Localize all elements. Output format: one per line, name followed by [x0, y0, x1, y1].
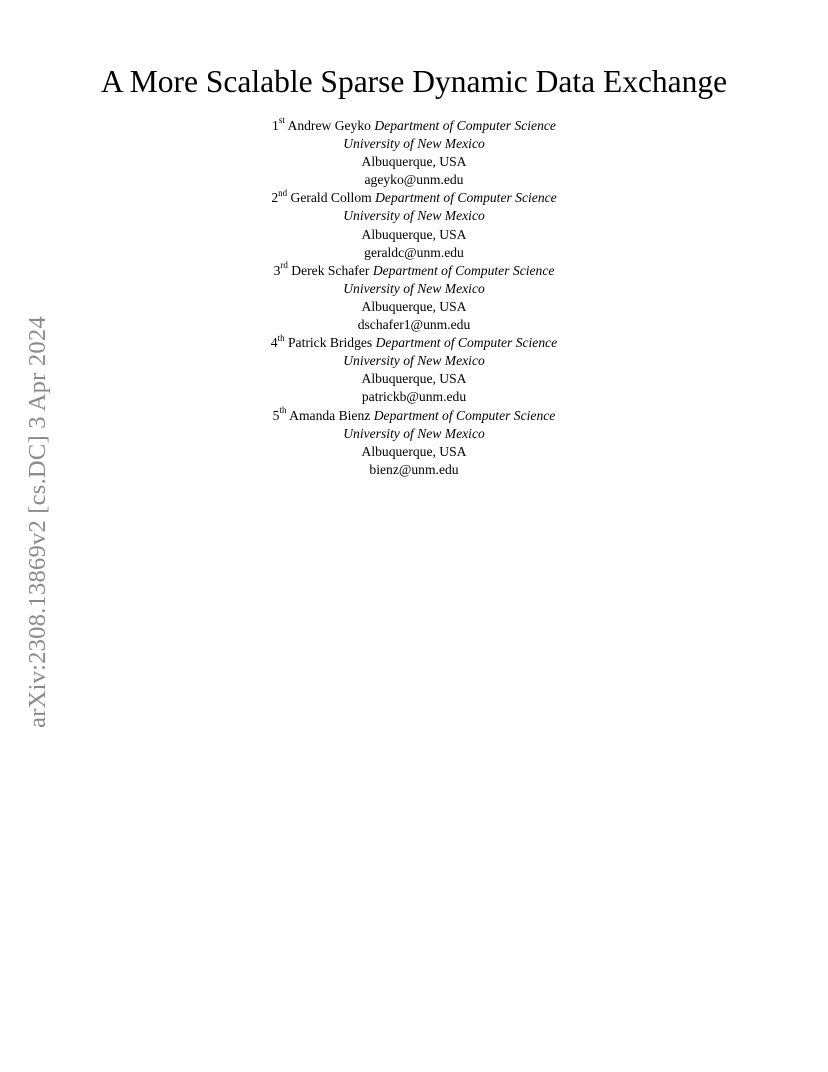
author-department: Department of Computer Science [375, 190, 557, 206]
author-ordinal [270, 332, 285, 351]
author-name-line [0, 404, 828, 425]
author-email: patrickb@unm.edu [361, 389, 467, 405]
author-email: bienz@unm.edu [369, 461, 459, 477]
author-university: University of New Mexico [343, 353, 485, 369]
author-name: Derek Schafer [291, 262, 370, 278]
author-ordinal [272, 115, 285, 133]
author-number: 2 [271, 190, 279, 206]
author-ordinal-suffix: rd [280, 260, 288, 271]
author-name: Amanda Bienz [289, 407, 371, 423]
author-location: Albuquerque, USA [361, 443, 467, 459]
author-name-line [0, 189, 828, 207]
author-ordinal-suffix: th [277, 332, 285, 343]
author-ordinal [273, 260, 288, 278]
author-number: 5 [272, 407, 280, 423]
author-ordinal-suffix: nd [278, 187, 288, 198]
author-number: 3 [273, 262, 281, 278]
author-entry [0, 404, 828, 479]
author-department: Department of Computer Science [375, 335, 558, 351]
author-university: University of New Mexico [343, 425, 485, 441]
author-department: Department of Computer Science [374, 118, 556, 133]
author-number: 4 [270, 335, 278, 351]
author-email: geraldc@unm.edu [364, 244, 464, 260]
author-email: dschafer1@unm.edu [357, 317, 471, 333]
author-name-line [0, 334, 828, 352]
author-university: University of New Mexico [343, 280, 485, 296]
author-name: Gerald Collom [290, 190, 372, 206]
author-location: Albuquerque, USA [361, 154, 467, 170]
author-ordinal [272, 404, 287, 423]
author-email: ageyko@unm.edu [364, 172, 464, 188]
author-name: Patrick Bridges [288, 335, 373, 351]
author-entry [0, 117, 828, 189]
author-name-line [0, 117, 828, 135]
author-location: Albuquerque, USA [361, 298, 467, 314]
author-location: Albuquerque, USA [361, 226, 467, 242]
author-ordinal-suffix: th [279, 404, 287, 415]
author-university: University of New Mexico [343, 208, 485, 224]
author-entry [0, 189, 828, 261]
author-name: Andrew Geyko [287, 118, 371, 133]
author-block [0, 117, 828, 479]
author-department: Department of Computer Science [373, 407, 556, 423]
paper-title: A More Scalable Sparse Dynamic Data Exchange [100, 64, 728, 99]
author-name-line [0, 262, 828, 280]
author-entry [0, 262, 828, 334]
author-ordinal-suffix: st [278, 115, 285, 126]
author-entry [0, 334, 828, 406]
author-location: Albuquerque, USA [361, 371, 467, 387]
author-department: Department of Computer Science [372, 262, 555, 278]
author-number: 1 [272, 118, 279, 133]
author-ordinal [271, 187, 288, 206]
author-university: University of New Mexico [343, 136, 485, 152]
arxiv-identifier-stamp: arXiv:2308.13869v2 [cs.DC] 3 Apr 2024 [24, 316, 51, 728]
